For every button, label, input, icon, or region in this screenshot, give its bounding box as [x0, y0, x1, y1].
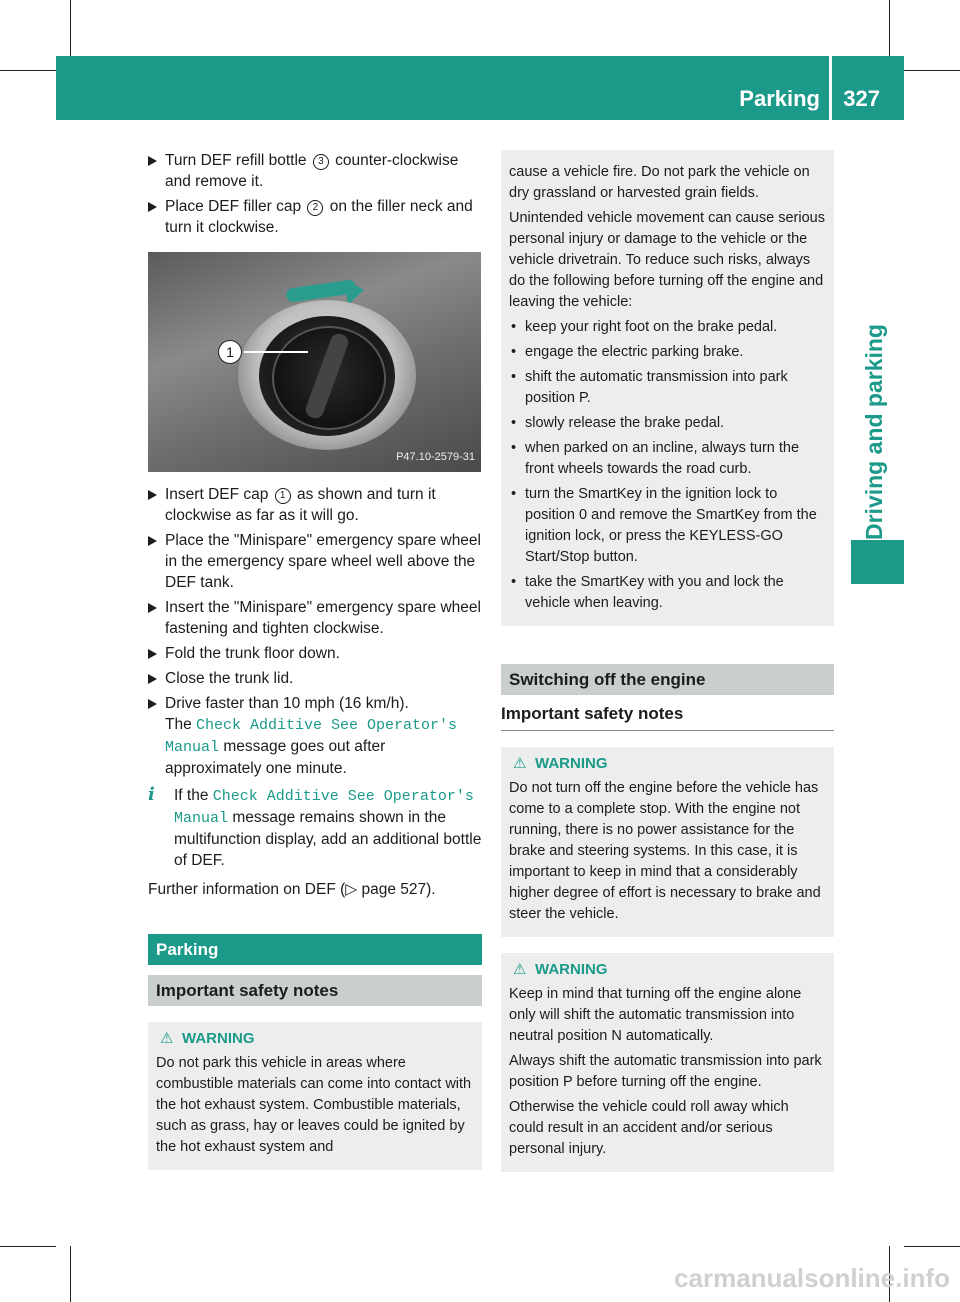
crop-mark [0, 1246, 56, 1247]
bullet-item [509, 484, 826, 568]
bullet-item [509, 572, 826, 614]
warning-box [501, 953, 834, 1172]
crop-mark [889, 0, 890, 56]
step-arrow-icon [148, 649, 157, 659]
display-message: Check Additive See Operator's Manual [165, 717, 458, 756]
warning-label: WARNING [535, 755, 608, 772]
step-arrow-icon [148, 603, 157, 613]
bullet-text: slowly release the brake pedal. [525, 415, 725, 431]
bullet-dot-icon: • [511, 574, 517, 590]
side-tab [851, 120, 904, 540]
step-text: counter-clockwise and remove it. [165, 152, 459, 190]
callout-ref: 3 [313, 154, 329, 170]
step-item [148, 530, 482, 593]
bullet-item [509, 367, 826, 409]
header-divider [829, 56, 832, 120]
step-item [148, 150, 482, 192]
step-text: Place DEF filler cap [165, 198, 306, 215]
warning-text: Do not park this vehicle in areas where combustible materials can come into contact with the hot exhaust system. Combustible materials, such as grass, hay or leaves could be ignited by the hot exhaust system and [156, 1055, 472, 1155]
bullet-item [509, 413, 826, 434]
bullet-text: when parked on an incline, always turn the front wheels towards the road curb. [525, 440, 800, 477]
figure-reference: P47.10-2579-31 [396, 451, 475, 463]
bullet-dot-icon: • [511, 440, 517, 456]
warning-text: Always shift the automatic transmission into park position P before turning off the engine. [509, 1053, 822, 1090]
callout-ref: 1 [275, 488, 291, 504]
def-cap-figure [148, 252, 481, 472]
callout-ref: 2 [307, 200, 323, 216]
further-info: Further information on DEF (▷ page 527). [148, 881, 436, 898]
header-title: Parking [739, 86, 820, 111]
step-text: Place the "Minispare" emergency spare wheel in the emergency spare wheel well above the DEF tank. [165, 532, 481, 591]
step-text: message goes out after approximately one minute. [165, 738, 386, 777]
warning-triangle-icon: ⚠ [513, 961, 527, 978]
side-tab-marker [851, 540, 904, 584]
warning-text: cause a vehicle fire. Do not park the vehicle on dry grassland or harvested grain fields. [509, 164, 810, 201]
warning-box [148, 1022, 482, 1170]
step-text: Close the trunk lid. [165, 670, 294, 687]
page-header [56, 56, 904, 120]
step-item [148, 668, 482, 689]
step-item [148, 484, 482, 526]
step-text: Fold the trunk floor down. [165, 645, 340, 662]
step-text: Turn DEF refill bottle [165, 152, 311, 169]
step-arrow-icon [148, 536, 157, 546]
step-item [148, 693, 482, 779]
step-item [148, 597, 482, 639]
warning-title [509, 959, 826, 980]
crop-mark [70, 0, 71, 56]
warning-label: WARNING [535, 961, 608, 978]
bullet-dot-icon: • [511, 369, 517, 385]
info-text: If the [174, 787, 213, 804]
section-heading: Parking [148, 934, 482, 965]
subsection-heading: Switching off the engine [501, 664, 834, 695]
warning-text: Keep in mind that turning off the engine alone only will shift the automatic transmission into neutral position N automatically. [509, 986, 802, 1044]
warning-title [509, 753, 826, 774]
bullet-text: keep your right foot on the brake pedal. [525, 319, 778, 335]
warning-text: Do not turn off the engine before the vehicle has come to a complete stop. With the engine not running, there is no power assistance for the brake and steering systems. In this case, it is important to keep in mind that a considerably higher degree of effort is necessary to brake and steer the vehicle. [509, 780, 821, 922]
step-text: as shown and turn it clockwise as far as it will go. [165, 486, 436, 524]
bullet-item [509, 342, 826, 363]
rotation-arrow-head-icon [344, 277, 365, 305]
right-column [501, 150, 834, 1172]
warning-text: Otherwise the vehicle could roll away which could result in an accident and/or serious personal injury. [509, 1099, 789, 1157]
bullet-dot-icon: • [511, 415, 517, 431]
step-arrow-icon [148, 490, 157, 500]
warning-text: Unintended vehicle movement can cause serious personal injury or damage to the vehicle or the vehicle drivetrain. To reduce such risks, always do the following before turning off the engine and leaving the vehicle: [509, 210, 825, 310]
bullet-text: take the SmartKey with you and lock the vehicle when leaving. [525, 574, 784, 611]
info-icon: i [148, 784, 155, 805]
page-number: 327 [843, 86, 880, 111]
warning-title [156, 1028, 474, 1049]
step-text: on the filler neck and turn it clockwise. [165, 198, 473, 236]
step-arrow-icon [148, 674, 157, 684]
warning-label: WARNING [182, 1030, 255, 1047]
left-column [148, 150, 482, 1170]
bullet-dot-icon: • [511, 319, 517, 335]
info-note [148, 785, 482, 871]
step-item [148, 643, 482, 664]
step-item [148, 196, 482, 238]
crop-mark [904, 1246, 960, 1247]
plain-heading: Important safety notes [501, 695, 834, 731]
step-text: Insert the "Minispare" emergency spare wheel fastening and tighten clockwise. [165, 599, 481, 637]
step-text: The [165, 716, 197, 733]
warning-box [501, 747, 834, 937]
bullet-item [509, 438, 826, 480]
warning-triangle-icon: ⚠ [513, 755, 527, 772]
side-tab-label: Driving and parking [861, 324, 887, 540]
info-text: message remains shown in the multifunction display, add an additional bottle of DEF. [174, 809, 482, 869]
bullet-text: engage the electric parking brake. [525, 344, 744, 360]
display-message: Check Additive See Operator's Manual [174, 788, 474, 827]
bullet-text: turn the SmartKey in the ignition lock to position 0 and remove the SmartKey from the ignition lock, or press the KEYLESS-GO Start/Stop button. [525, 486, 817, 565]
warning-triangle-icon: ⚠ [160, 1030, 174, 1047]
bullet-dot-icon: • [511, 344, 517, 360]
bullet-text: shift the automatic transmission into park position P. [525, 369, 788, 406]
step-text: Insert DEF cap [165, 486, 273, 503]
crop-mark [0, 70, 56, 71]
warning-box-continued [501, 150, 834, 626]
bullet-dot-icon: • [511, 486, 517, 502]
subsection-heading: Important safety notes [148, 975, 482, 1006]
bullet-item [509, 317, 826, 338]
watermark: carmanualsonline.info [674, 1263, 950, 1293]
callout-line [244, 351, 308, 353]
step-arrow-icon [148, 156, 157, 166]
step-arrow-icon [148, 699, 157, 709]
crop-mark [70, 1246, 71, 1302]
step-text: Drive faster than 10 mph (16 km/h). [165, 695, 409, 712]
figure-callout: 1 [218, 340, 242, 364]
step-arrow-icon [148, 202, 157, 212]
crop-mark [904, 70, 960, 71]
